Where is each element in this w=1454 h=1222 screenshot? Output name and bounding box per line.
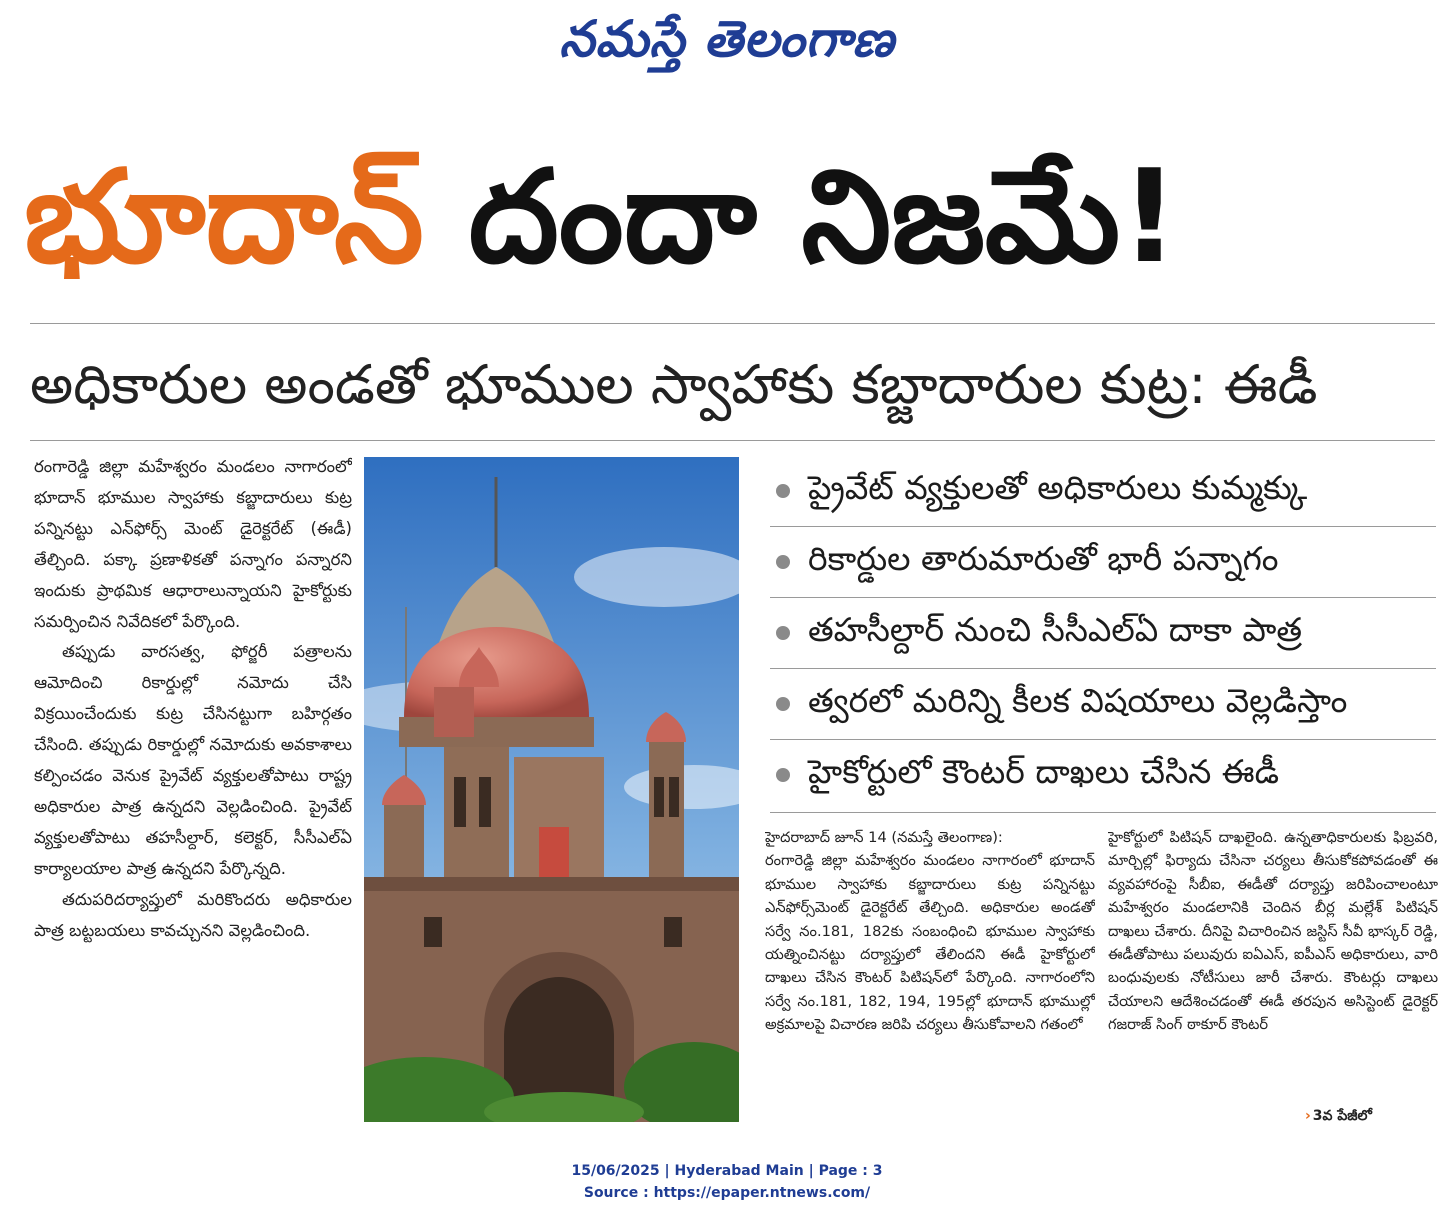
bullet-dot-icon	[776, 555, 790, 569]
article-body-1: రంగారెడ్డి జిల్లా మహేశ్వరం మండలం నాగారంలో భూదాన్ భూముల స్వాహాకు కబ్జాదారులు కుట్ర పన్నినట్టు ఎన్‌ఫోర్స్‌మెంట్ డైరెక్టరేట్ తేల్చింది. అధికారుల అండతో సర్వే నం.181, 182కు సంబంధించి భూముల స్వాహాకు యత్నించినట్టు దర్యాప్తులో తేలిందని ఈడీ హైకోర్టులో దాఖలు చేసిన కౌంటర్ పిటిషన్‌లో పేర్కొంది. నాగారంలోని సర్వే నం.181, 182, 194, 195ల్లో భూదాన్ భూముల్లో అక్రమాలపై విచారణ జరిపి చర్యలు తీసుకోవాలని గతంలో	[765, 852, 1095, 1034]
footer-source-link[interactable]: Source : https://epaper.ntnews.com/	[583, 1185, 871, 1201]
bullet-dot-icon	[776, 697, 790, 711]
intro-paragraph-2: తప్పుడు వారసత్వ, ఫోర్జరీ పత్రాలను ఆమోదించి రికార్డుల్లో నమోదు చేసి విక్రయించేందుకు కుట్ర చేసినట్టుగా బహిర్గతం చేసింది. తప్పుడు రికార్డుల్లో నమోదుకు అవకాశాలు కల్పించడం వెనుక ప్రైవేట్ వ్యక్తులతోపాటు రాష్ట్ర అధికారుల పాత్ర ఉన్నదని వెల్లడించింది. ప్రైవేట్ వ్యక్తులతోపాటు తహసీల్దార్, కలెక్టర్, సీసీఎల్ఏ కార్యాలయాల పాత్ర ఉన్నదని పేర్కొన్నది.	[34, 642, 352, 878]
article-dateline: హైదరాబాద్ జూన్ 14 (నమస్తే తెలంగాణ):	[765, 829, 1003, 846]
high-court-illustration	[364, 457, 739, 1122]
article-body-2: హైకోర్టులో పిటిషన్ దాఖలైంది. ఉన్నతాధికారులకు ఫిబ్రవరి, మార్చిల్లో ఫిర్యాదు చేసినా చర్యలు తీసుకోకపోవడంతో ఈ వ్యవహారంపై సీబీఐ, ఈడీతో దర్యాప్తు జరిపించాలంటూ మహేశ్వరం మండలానికి చెందిన బీర్ల మల్లేశ్ పిటిషన్ దాఖలు చేశారు. దీనిపై విచారించిన జస్టిస్ సీవీ భాస్కర్ రెడ్డి, ఈడీతోపాటు పలువురు ఐఏఎస్, ఐపీఎస్ అధికారులు, వారి బంధువులకు నోటీసులు జారీ చేశారు. కౌంటర్లు దాఖలు చేయాలని ఆదేశించడంతో ఈడీ తరపున అసిస్టెంట్ డైరెక్టర్ గజరాజ్ సింగ్ ఠాకూర్ కౌంటర్	[1108, 829, 1438, 1034]
chevron-right-icon: ›	[1305, 1108, 1311, 1124]
bullet-dot-icon	[776, 768, 790, 782]
subheadline: అధికారుల అండతో భూముల స్వాహాకు కబ్జాదారుల కుట్ర: ఈడీ	[30, 353, 1318, 416]
intro-paragraph-3: తదుపరిదర్యాప్తులో మరికొందరు అధికారుల పాత్ర బట్టబయలు కావచ్చునని వెల్లడించింది.	[34, 889, 352, 940]
divider-sub	[30, 440, 1435, 441]
key-point-text: ప్రైవేట్ వ్యక్తులతో అధికారులు కుమ్మక్కు	[808, 467, 1308, 507]
key-point-text: రికార్డుల తారుమారుతో భారీ పన్నాగం	[808, 538, 1279, 578]
headline-rest: దందా నిజమే!	[468, 143, 1179, 292]
article-column-2	[1108, 826, 1438, 1126]
headline-highlight: భూదాన్	[24, 143, 424, 292]
main-headline	[24, 118, 1434, 318]
intro-column	[34, 452, 352, 1132]
divider-bullets	[770, 812, 1436, 813]
key-point	[770, 527, 1436, 598]
key-point	[770, 740, 1436, 810]
article-column-1	[765, 826, 1095, 1126]
high-court-photo	[364, 457, 739, 1122]
key-point	[770, 669, 1436, 740]
bullet-dot-icon	[776, 626, 790, 640]
page-footer	[0, 1160, 1454, 1204]
key-point-text: తహసీల్దార్ నుంచి సీసీఎల్ఏ దాకా పాత్ర	[808, 609, 1303, 649]
key-points-list	[770, 456, 1436, 812]
divider-top	[30, 323, 1435, 324]
continued-on-page	[1305, 1108, 1372, 1128]
key-point-text: హైకోర్టులో కౌంటర్ దాఖలు చేసిన ఈడీ	[808, 751, 1279, 791]
continued-label: 3వ పేజీలో	[1312, 1108, 1372, 1124]
bullet-dot-icon	[776, 484, 790, 498]
key-point-text: త్వరలో మరిన్ని కీలక విషయాలు వెల్లడిస్తాం	[808, 680, 1348, 720]
newspaper-masthead: నమస్తే తెలంగాణ	[559, 9, 895, 68]
key-point	[770, 456, 1436, 527]
intro-paragraph-1: రంగారెడ్డి జిల్లా మహేశ్వరం మండలం నాగారంలో భూదాన్ భూముల స్వాహాకు కబ్జాదారులు కుట్ర పన్నినట్టు ఎన్‌ఫోర్స్ మెంట్ డైరెక్టరేట్ (ఈడీ) తేల్చింది. పక్కా ప్రణాళికతో పన్నాగం పన్నారని ఇందుకు ప్రాథమిక ఆధారాలున్నాయని హైకోర్టుకు సమర్పించిన నివేదికలో పేర్కొంది.	[34, 457, 352, 631]
key-point	[770, 598, 1436, 669]
footer-edition-info: 15/06/2025 | Hyderabad Main | Page : 3	[571, 1163, 883, 1179]
